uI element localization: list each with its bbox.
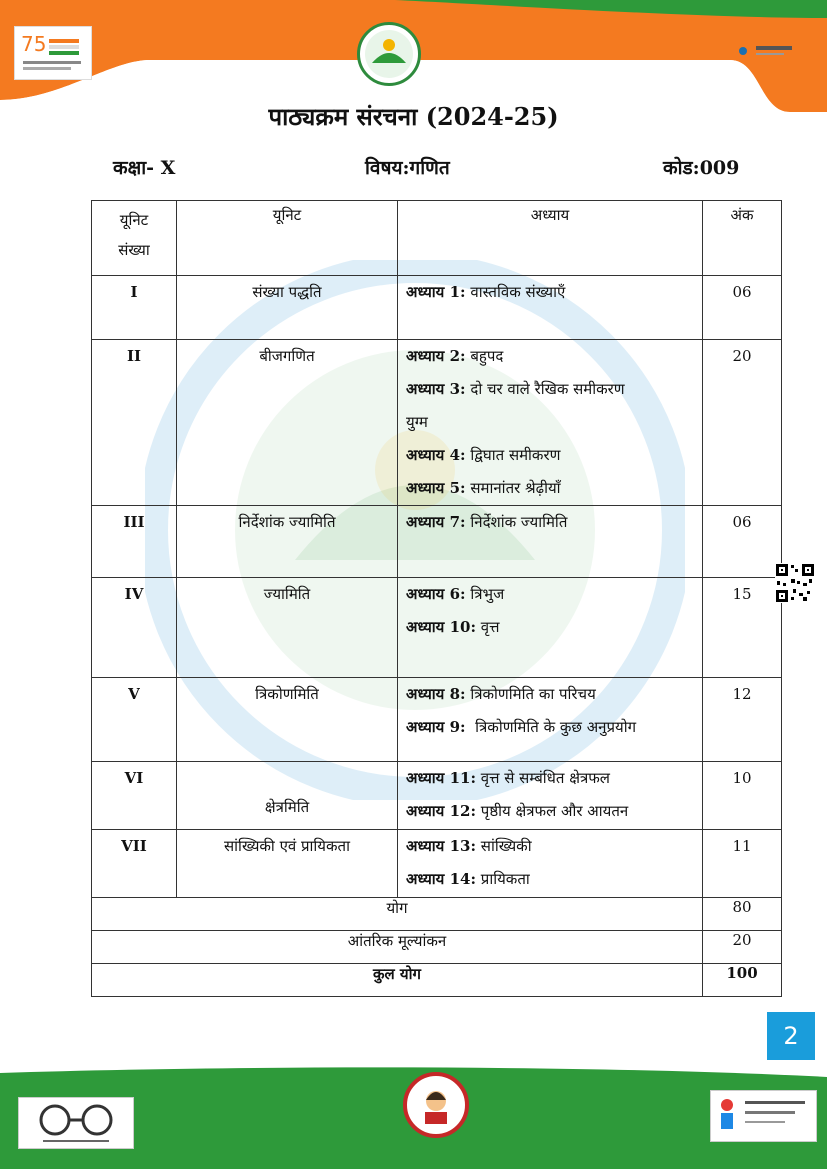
chapter-title: बहुपद [465, 347, 504, 365]
chapter-label: अध्याय 13: [406, 837, 477, 855]
header-unit-number-line1: यूनिट [119, 211, 149, 229]
hseb-emblem-icon [357, 22, 421, 86]
table-row [92, 678, 782, 762]
internal-assessment-value: 20 [703, 931, 782, 964]
unit-name-cell [177, 762, 398, 830]
chapter-label: अध्याय 10: [406, 618, 477, 636]
svg-text:75: 75 [21, 32, 47, 56]
chapter-line [406, 506, 702, 539]
chapter-label: अध्याय 12: [406, 802, 477, 820]
unit-name: सांख्यिकी एवं प्रायिकता [224, 837, 350, 855]
chapter-label: अध्याय 1: [406, 283, 466, 301]
total-value: 80 [703, 898, 782, 931]
chapter-line [406, 830, 702, 863]
unit-name-cell [177, 340, 398, 506]
unit-name: ज्यामिति [263, 585, 311, 603]
unit-name: बीजगणित [259, 347, 315, 365]
unit-number-cell: VII [92, 830, 177, 898]
unit-number-cell: III [92, 506, 177, 578]
chapter-title: वास्तविक संख्याएँ [465, 283, 566, 301]
chapter-title: प्रायिकता [476, 870, 530, 888]
chapter-line [406, 711, 702, 744]
chapter-title: वृत्त से सम्बंधित क्षेत्रफल [476, 769, 610, 787]
chapter-line [406, 611, 702, 644]
chapter-title: सांख्यिकी [476, 837, 532, 855]
header-unit: यूनिट [177, 201, 398, 276]
unit-name-cell [177, 506, 398, 578]
chapter-label: अध्याय 11: [406, 769, 477, 787]
internal-assessment-label: आंतरिक मूल्यांकन [92, 931, 703, 964]
chapter-title: त्रिकोणमिति का परिचय [465, 685, 596, 703]
chapter-title: त्रिभुज [465, 585, 505, 603]
chapters-cell [398, 506, 703, 578]
chapters-cell [398, 830, 703, 898]
chapter-line [406, 472, 702, 505]
chapter-label: अध्याय 4: [406, 446, 466, 464]
chapter-line [406, 795, 702, 828]
class-label: कक्षा- X [113, 157, 176, 179]
page-title: पाठ्यक्रम संरचना (2024-25) [268, 102, 559, 131]
unit-name: त्रिकोणमिति [255, 685, 319, 703]
table-row [92, 830, 782, 898]
table-row [92, 276, 782, 340]
subject-label: विषय:गणित [365, 157, 450, 179]
header-marks: अंक [703, 201, 782, 276]
beti-bachao-beti-padhao-logo [403, 1072, 469, 1138]
unit-name: क्षेत्रमिति [264, 798, 310, 816]
chapter-title: दो चर वाले रैखिक समीकरण [465, 380, 625, 398]
unit-number-cell: II [92, 340, 177, 506]
table-row [92, 578, 782, 678]
chapter-line [406, 678, 702, 711]
chapter-line [406, 373, 702, 406]
chapter-label: अध्याय 2: [406, 347, 466, 365]
unit-name-cell [177, 830, 398, 898]
header-unit-number-line2: संख्या [118, 241, 150, 259]
marks-cell: 06 [703, 506, 782, 578]
chapter-title: निर्देशांक ज्यामिति [465, 513, 568, 531]
table-header-row [92, 201, 782, 276]
unit-number-cell: VI [92, 762, 177, 830]
chapter-line [406, 406, 702, 439]
marks-cell: 10 [703, 762, 782, 830]
marks-cell: 12 [703, 678, 782, 762]
table-row [92, 506, 782, 578]
total-row-internal [92, 931, 782, 964]
chapters-cell [398, 678, 703, 762]
grand-total-value: 100 [703, 964, 782, 997]
chapter-title: समानांतर श्रेढ़ीयाँ [465, 479, 561, 497]
chapter-line [406, 276, 702, 309]
marks-cell: 20 [703, 340, 782, 506]
azadi-ka-amrit-mahotsav-logo [14, 26, 92, 80]
chapter-label: अध्याय 9: [406, 718, 466, 736]
unit-name: संख्या पद्धति [252, 283, 322, 301]
page-number-badge: 2 [767, 1012, 815, 1060]
unit-number-cell: V [92, 678, 177, 762]
unit-name-cell [177, 678, 398, 762]
chapter-line [406, 578, 702, 611]
chapter-title: पृष्ठीय क्षेत्रफल और आयतन [476, 802, 629, 820]
chapter-label: अध्याय 14: [406, 870, 477, 888]
chapter-label: अध्याय 7: [406, 513, 466, 531]
chapter-label: अध्याय 5: [406, 479, 466, 497]
header-unit-number [92, 201, 177, 276]
unit-name-cell [177, 276, 398, 340]
chapter-line [406, 762, 702, 795]
marks-cell: 11 [703, 830, 782, 898]
swachh-bharat-logo [18, 1097, 134, 1149]
table-row [92, 762, 782, 830]
chapter-line [406, 439, 702, 472]
chapter-title: द्विघात समीकरण [465, 446, 561, 464]
right-to-education-logo [710, 1090, 817, 1142]
syllabus-table [91, 200, 782, 997]
total-row-sum [92, 898, 782, 931]
chapter-label: अध्याय 3: [406, 380, 466, 398]
table-row [92, 340, 782, 506]
code-label: कोड:009 [663, 157, 740, 179]
marks-cell: 06 [703, 276, 782, 340]
chapter-line [406, 863, 702, 896]
chapter-title: वृत्त [476, 618, 500, 636]
chapters-cell [398, 762, 703, 830]
unit-name: निर्देशांक ज्यामिति [238, 513, 336, 531]
unit-number-cell: I [92, 276, 177, 340]
unit-name-cell [177, 578, 398, 678]
chapters-cell [398, 340, 703, 506]
chapter-title: त्रिकोणमिति के कुछ अनुप्रयोग [465, 718, 637, 736]
chapter-title: युग्म [406, 413, 428, 431]
chapter-label: अध्याय 8: [406, 685, 466, 703]
grand-total-label: कुल योग [92, 964, 703, 997]
marks-cell: 15 [703, 578, 782, 678]
header-chapter: अध्याय [398, 201, 703, 276]
chapter-label: अध्याय 6: [406, 585, 466, 603]
digital-india-logo [732, 38, 796, 64]
chapters-cell [398, 578, 703, 678]
qr-code-icon [775, 563, 815, 603]
chapter-line [406, 340, 702, 373]
unit-number-cell: IV [92, 578, 177, 678]
chapters-cell [398, 276, 703, 340]
total-row-grand [92, 964, 782, 997]
total-label: योग [92, 898, 703, 931]
